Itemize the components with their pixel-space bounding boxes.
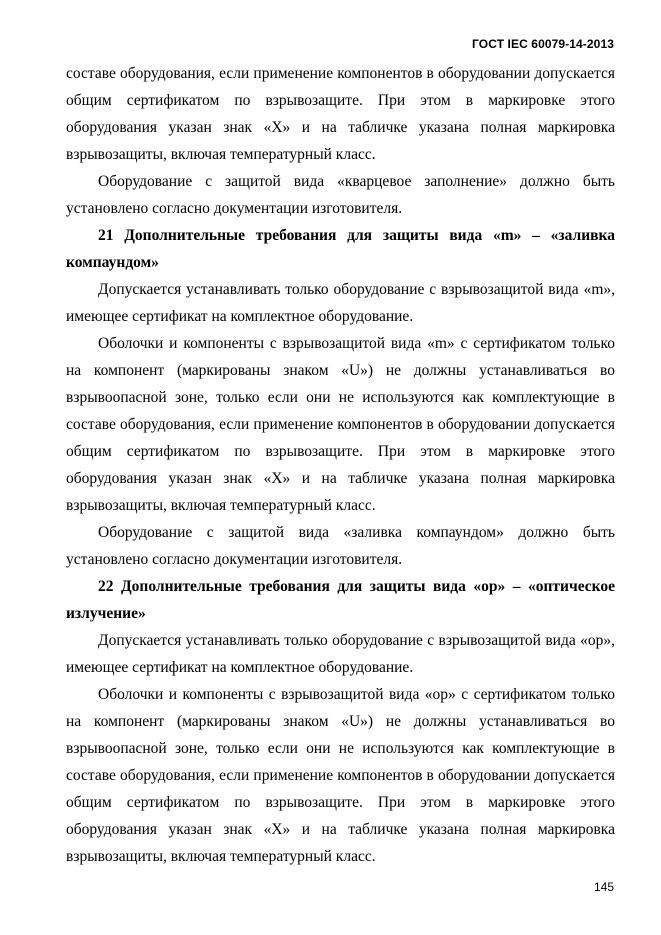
paragraph: Допускается устанавливать только оборудование с взрывозащитой вида «m», имеющее сертификат на комплектное оборудование. bbox=[66, 281, 615, 325]
paragraph: Оборудование с защитой вида «кварцевое заполнение» должно быть установлено согласно документации изготовителя. bbox=[66, 173, 615, 217]
paragraph: Допускается устанавливать только оборудование с взрывозащитой вида «op», имеющее сертификат на комплектное оборудование. bbox=[66, 632, 615, 676]
page-body bbox=[66, 60, 615, 870]
page-number: 145 bbox=[593, 880, 614, 894]
paragraph: Оболочки и компоненты с взрывозащитой вида «m» с сертификатом только на компонент (маркированы знаком «U») не должны устанавливаться во взрывоопасной зоне, только если они не используются как комплектующие в составе оборудования, если применение компонентов в оборудовании допускается общим сертификатом по взрывозащите. При этом в маркировке этого оборудования указан знак «Х» и на табличке указана полная маркировка взрывозащиты, включая температурный класс. bbox=[66, 335, 615, 514]
section-heading-21: 21 Дополнительные требования для защиты вида «m» – «заливка компаундом» bbox=[66, 227, 615, 271]
document-code-header: ГОСТ IEC 60079-14-2013 bbox=[472, 37, 614, 51]
paragraph: Оболочки и компоненты с взрывозащитой вида «op» с сертификатом только на компонент (маркированы знаком «U») не должны устанавливаться во взрывоопасной зоне, только если они не используются как комплектующие в составе оборудования, если применение компонентов в оборудовании допускается общим сертификатом по взрывозащите. При этом в маркировке этого оборудования указан знак «Х» и на табличке указана полная маркировка взрывозащиты, включая температурный класс. bbox=[66, 686, 615, 865]
section-heading-22: 22 Дополнительные требования для защиты вида «op» – «оптическое излучение» bbox=[66, 578, 615, 622]
paragraph-continuation: составе оборудования, если применение компонентов в оборудовании допускается общим сертификатом по взрывозащите. При этом в маркировке этого оборудования указан знак «Х» и на табличке указана полная маркировка взрывозащиты, включая температурный класс. bbox=[66, 65, 615, 163]
paragraph: Оборудование с защитой вида «заливка компаундом» должно быть установлено согласно документации изготовителя. bbox=[66, 524, 615, 568]
